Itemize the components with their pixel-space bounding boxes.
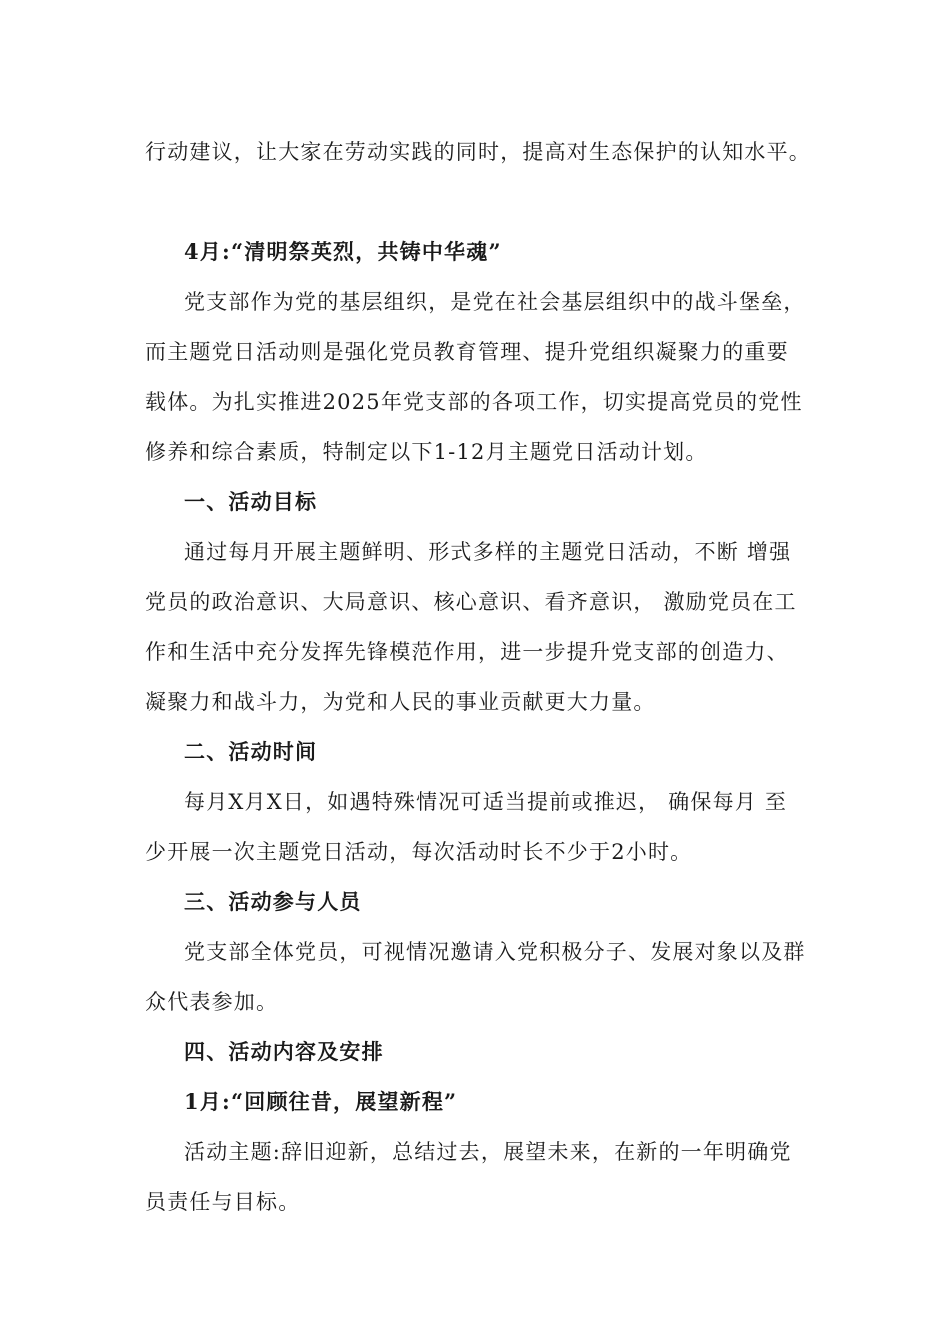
paragraph-line: 每月X月X日，如遇特殊情况可适当提前或推迟， 确保每月 至 — [184, 790, 788, 814]
paragraph-line: 而主题党日活动则是强化党员教育管理、提升党组织凝聚力的重要 — [145, 340, 789, 364]
section-heading-january: 1月:“回顾往昔，展望新程” — [184, 1089, 458, 1114]
paragraph-line: 党支部全体党员，可视情况邀请入党积极分子、发展对象以及群 — [184, 940, 806, 964]
section-heading-time: 二、活动时间 — [184, 739, 318, 764]
paragraph-line: 少开展一次主题党日活动，每次活动时长不少于2小时。 — [145, 840, 693, 864]
paragraph-line: 行动建议，让大家在劳动实践的同时，提高对生态保护的认知水平。 — [145, 140, 811, 164]
section-heading-april: 4月:“清明祭英烈，共铸中华魂” — [184, 239, 502, 264]
paragraph-line: 员责任与目标。 — [145, 1190, 301, 1214]
paragraph-line: 修养和综合素质，特制定以下1-12月主题党日活动计划。 — [145, 440, 708, 464]
paragraph-line: 众代表参加。 — [145, 990, 279, 1014]
section-heading-goals: 一、活动目标 — [184, 489, 318, 514]
paragraph-line: 党支部作为党的基层组织，是党在社会基层组织中的战斗堡垒， — [184, 290, 806, 314]
paragraph-line: 党员的政治意识、大局意识、核心意识、看齐意识， 激励党员在工 — [145, 590, 797, 614]
paragraph-line: 凝聚力和战斗力，为党和人民的事业贡献更大力量。 — [145, 690, 656, 714]
section-heading-content: 四、活动内容及安排 — [184, 1039, 384, 1064]
paragraph-line: 作和生活中充分发挥先锋模范作用，进一步提升党支部的创造力、 — [145, 640, 789, 664]
paragraph-line: 通过每月开展主题鲜明、形式多样的主题党日活动，不断 增强 — [184, 540, 792, 564]
paragraph-line: 载体。为扎实推进2025年党支部的各项工作，切实提高党员的党性 — [145, 390, 803, 414]
section-heading-participants: 三、活动参与人员 — [184, 889, 362, 914]
paragraph-line: 活动主题:辞旧迎新，总结过去，展望未来，在新的一年明确党 — [184, 1140, 792, 1164]
